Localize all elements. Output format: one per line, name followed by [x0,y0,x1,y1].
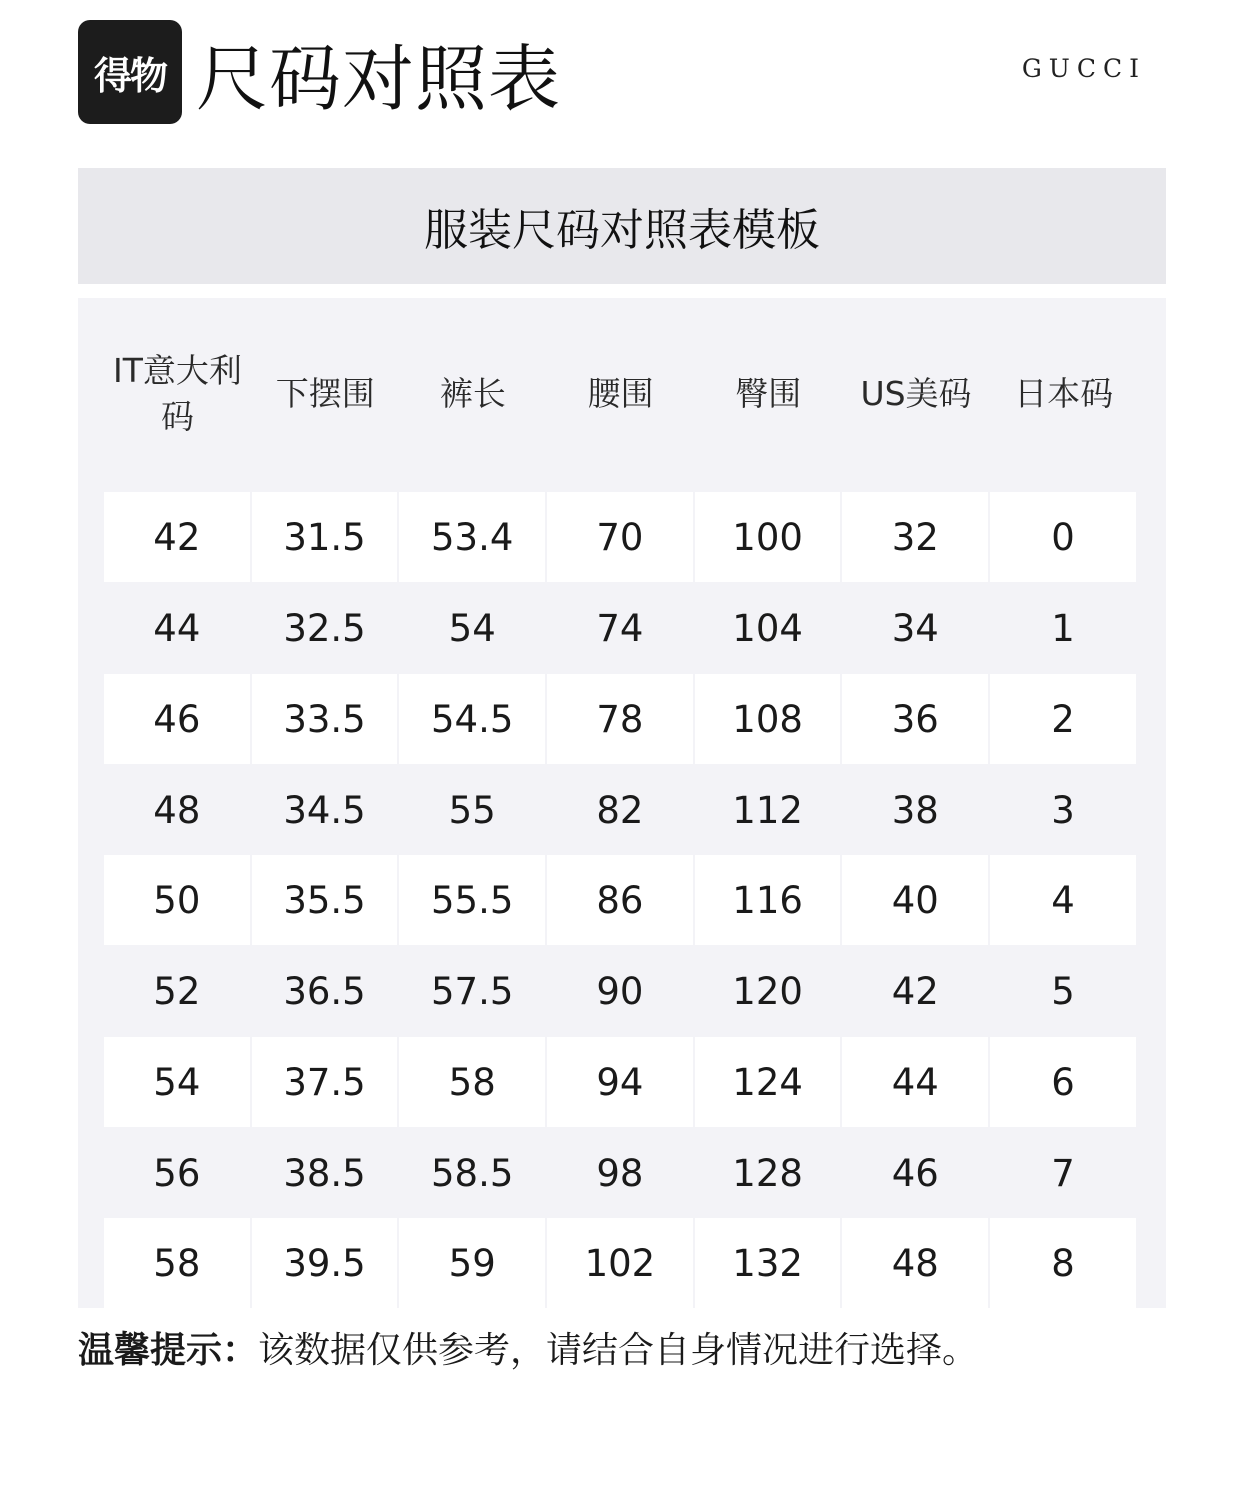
table-cell: 46 [842,1128,988,1218]
table-cell: 50 [104,855,250,945]
table-cell: 36 [842,674,988,764]
dewu-logo [78,20,182,124]
table-cell: 132 [695,1218,841,1308]
table-cell: 57.5 [399,946,545,1036]
table-cell: 56 [104,1128,250,1218]
logo-text: 得物 [93,53,166,98]
table-cell: 3 [990,765,1136,855]
table-cell: 38 [842,765,988,855]
table-cell: 82 [547,765,693,855]
table-cell: 4 [990,855,1136,945]
table-cell: 32 [842,492,988,582]
column-header: IT意大利码 [113,351,242,436]
table-cell: 55.5 [399,855,545,945]
table-cell: 102 [547,1218,693,1308]
table-header-row [104,298,1138,490]
table-cell: 2 [990,674,1136,764]
size-table [78,298,1166,1308]
table-banner [78,168,1166,284]
table-cell: 35.5 [252,855,398,945]
page-title: 尺码对照表 [196,37,562,121]
table-cell: 0 [990,492,1136,582]
table-cell: 37.5 [252,1037,398,1127]
table-cell: 128 [695,1128,841,1218]
header [78,18,1166,128]
table-cell: 33.5 [252,674,398,764]
table-cell: 44 [842,1037,988,1127]
table-row [104,946,1138,1036]
table-cell: 36.5 [252,946,398,1036]
table-row [104,674,1138,764]
banner-title: 服装尺码对照表模板 [424,205,820,256]
table-cell: 8 [990,1218,1136,1308]
table-cell: 34 [842,583,988,673]
table-cell: 120 [695,946,841,1036]
tip-label: 温馨提示： [78,1330,259,1371]
table-row [104,765,1138,855]
table-cell: 74 [547,583,693,673]
tip-note [78,1322,978,1373]
table-cell: 94 [547,1037,693,1127]
table-cell: 112 [695,765,841,855]
table-cell: 86 [547,855,693,945]
tip-text: 该数据仅供参考，请结合自身情况进行选择。 [258,1330,979,1371]
column-header: 日本码 [1014,374,1114,413]
table-cell: 32.5 [252,583,398,673]
table-cell: 116 [695,855,841,945]
table-cell: 38.5 [252,1128,398,1218]
table-cell: 52 [104,946,250,1036]
table-cell: 124 [695,1037,841,1127]
table-cell: 54.5 [399,674,545,764]
column-header: 裤长 [439,374,506,413]
table-cell: 7 [990,1128,1136,1218]
table-cell: 6 [990,1037,1136,1127]
table-cell: 54 [399,583,545,673]
table-cell: 54 [104,1037,250,1127]
table-cell: 55 [399,765,545,855]
column-header: 下摆围 [275,374,375,413]
table-cell: 98 [547,1128,693,1218]
table-cell: 48 [104,765,250,855]
table-cell: 70 [547,492,693,582]
table-cell: 34.5 [252,765,398,855]
table-cell: 39.5 [252,1218,398,1308]
table-cell: 1 [990,583,1136,673]
table-cell: 104 [695,583,841,673]
table-cell: 5 [990,946,1136,1036]
table-cell: 53.4 [399,492,545,582]
column-header: 腰围 [587,374,654,413]
table-cell: 48 [842,1218,988,1308]
table-cell: 42 [104,492,250,582]
table-cell: 40 [842,855,988,945]
table-cell: 31.5 [252,492,398,582]
table-cell: 58 [104,1218,250,1308]
table-cell: 46 [104,674,250,764]
table-row [104,583,1138,673]
table-row [104,492,1138,582]
table-cell: 44 [104,583,250,673]
table-row [104,855,1138,945]
table-cell: 100 [695,492,841,582]
column-header: US美码 [860,374,972,413]
table-cell: 59 [399,1218,545,1308]
table-row [104,1037,1138,1127]
table-cell: 58.5 [399,1128,545,1218]
table-cell: 78 [547,674,693,764]
table-cell: 90 [547,946,693,1036]
brand-name: GUCCI [1021,54,1146,83]
column-header: 臀围 [735,374,802,413]
table-cell: 58 [399,1037,545,1127]
table-row [104,1128,1138,1218]
table-cell: 108 [695,674,841,764]
table-row [104,1218,1138,1308]
table-cell: 42 [842,946,988,1036]
